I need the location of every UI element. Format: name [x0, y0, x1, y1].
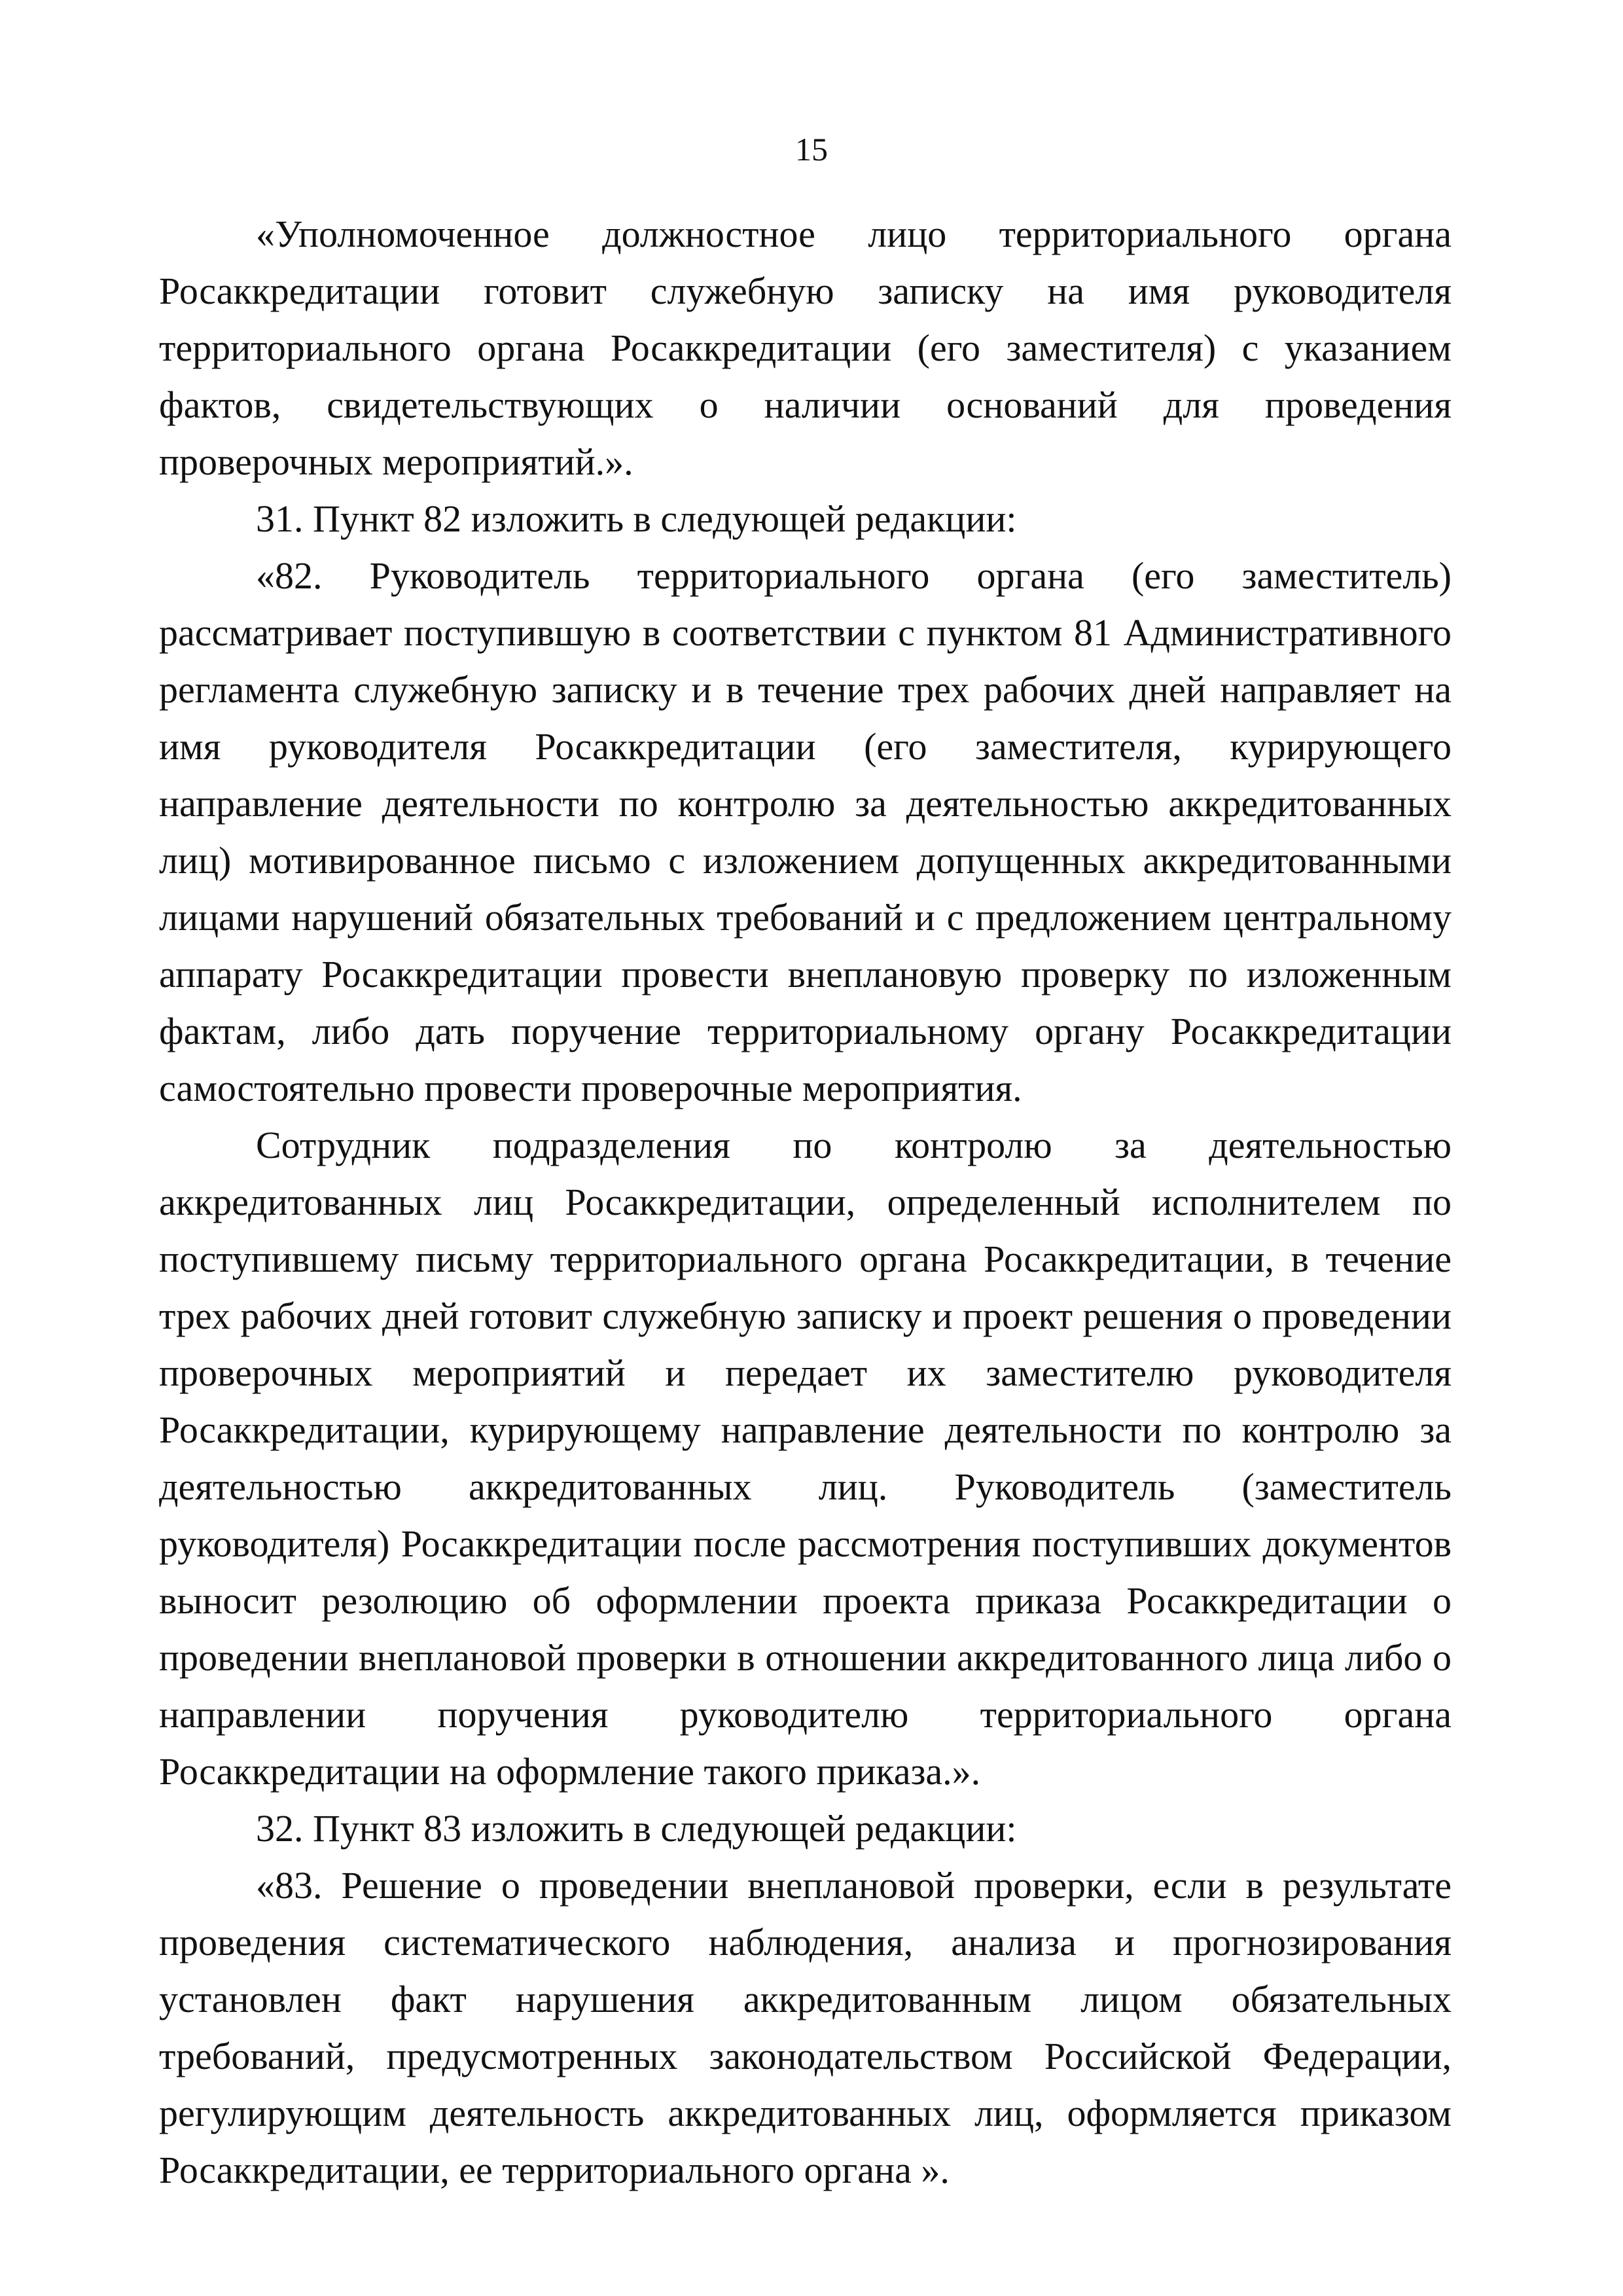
paragraph-clause-83: «83. Решение о проведении внеплановой проверки, если в результате проведения систематического наблюдения, анализа и прогнозирования установлен факт нарушения аккредитованным лицом обязательных требований, предусмотренных законодательством Российской Федерации, регулирующим деятельность аккредитованных лиц, оформляется приказом Росаккредитации, ее территориального органа ».: [159, 1864, 1452, 2191]
paragraph-item-32: 32. Пункт 83 изложить в следующей редакции:: [256, 1807, 1017, 1850]
document-body: [159, 206, 1452, 2198]
paragraph-clause-82-continued: Сотрудник подразделения по контролю за деятельностью аккредитованных лиц Росаккредитации, определенный исполнителем по поступившему письму территориального органа Росаккредитации, в течение трех рабочих дней готовит служебную записку и проект решения о проведении проверочных мероприятий и передает их заместителю руководителя Росаккредитации, курирующему направление деятельности по контролю за деятельностью аккредитованных лиц. Руководитель (заместитель руководителя) Росаккредитации после рассмотрения поступивших документов выносит резолюцию об оформлении проекта приказа Росаккредитации о проведении внеплановой проверки в отношении аккредитованного лица либо о направлении поручения руководителю территориального органа Росаккредитации на оформление такого приказа.».: [159, 1124, 1452, 1793]
paragraph-item-31: 31. Пункт 82 изложить в следующей редакции:: [256, 497, 1017, 540]
paragraph-quote-end-81: «Уполномоченное должностное лицо территориального органа Росаккредитации готовит служебную записку на имя руководителя территориального органа Росаккредитации (его заместителя) с указанием фактов, свидетельствующих о наличии оснований для проведения проверочных мероприятий.».: [159, 213, 1452, 483]
paragraph-clause-82: «82. Руководитель территориального органа (его заместитель) рассматривает поступившую в соответствии с пунктом 81 Административного регламента служебную записку и в течение трех рабочих дней направляет на имя руководителя Росаккредитации (его заместителя, курирующего направление деятельности по контролю за деятельностью аккредитованных лиц) мотивированное письмо с изложением допущенных аккредитованными лицами нарушений обязательных требований и с предложением центральному аппарату Росаккредитации провести внеплановую проверку по изложенным фактам, либо дать поручение территориальному органу Росаккредитации самостоятельно провести проверочные мероприятия.: [159, 554, 1452, 1109]
page-number: 15: [795, 131, 828, 168]
